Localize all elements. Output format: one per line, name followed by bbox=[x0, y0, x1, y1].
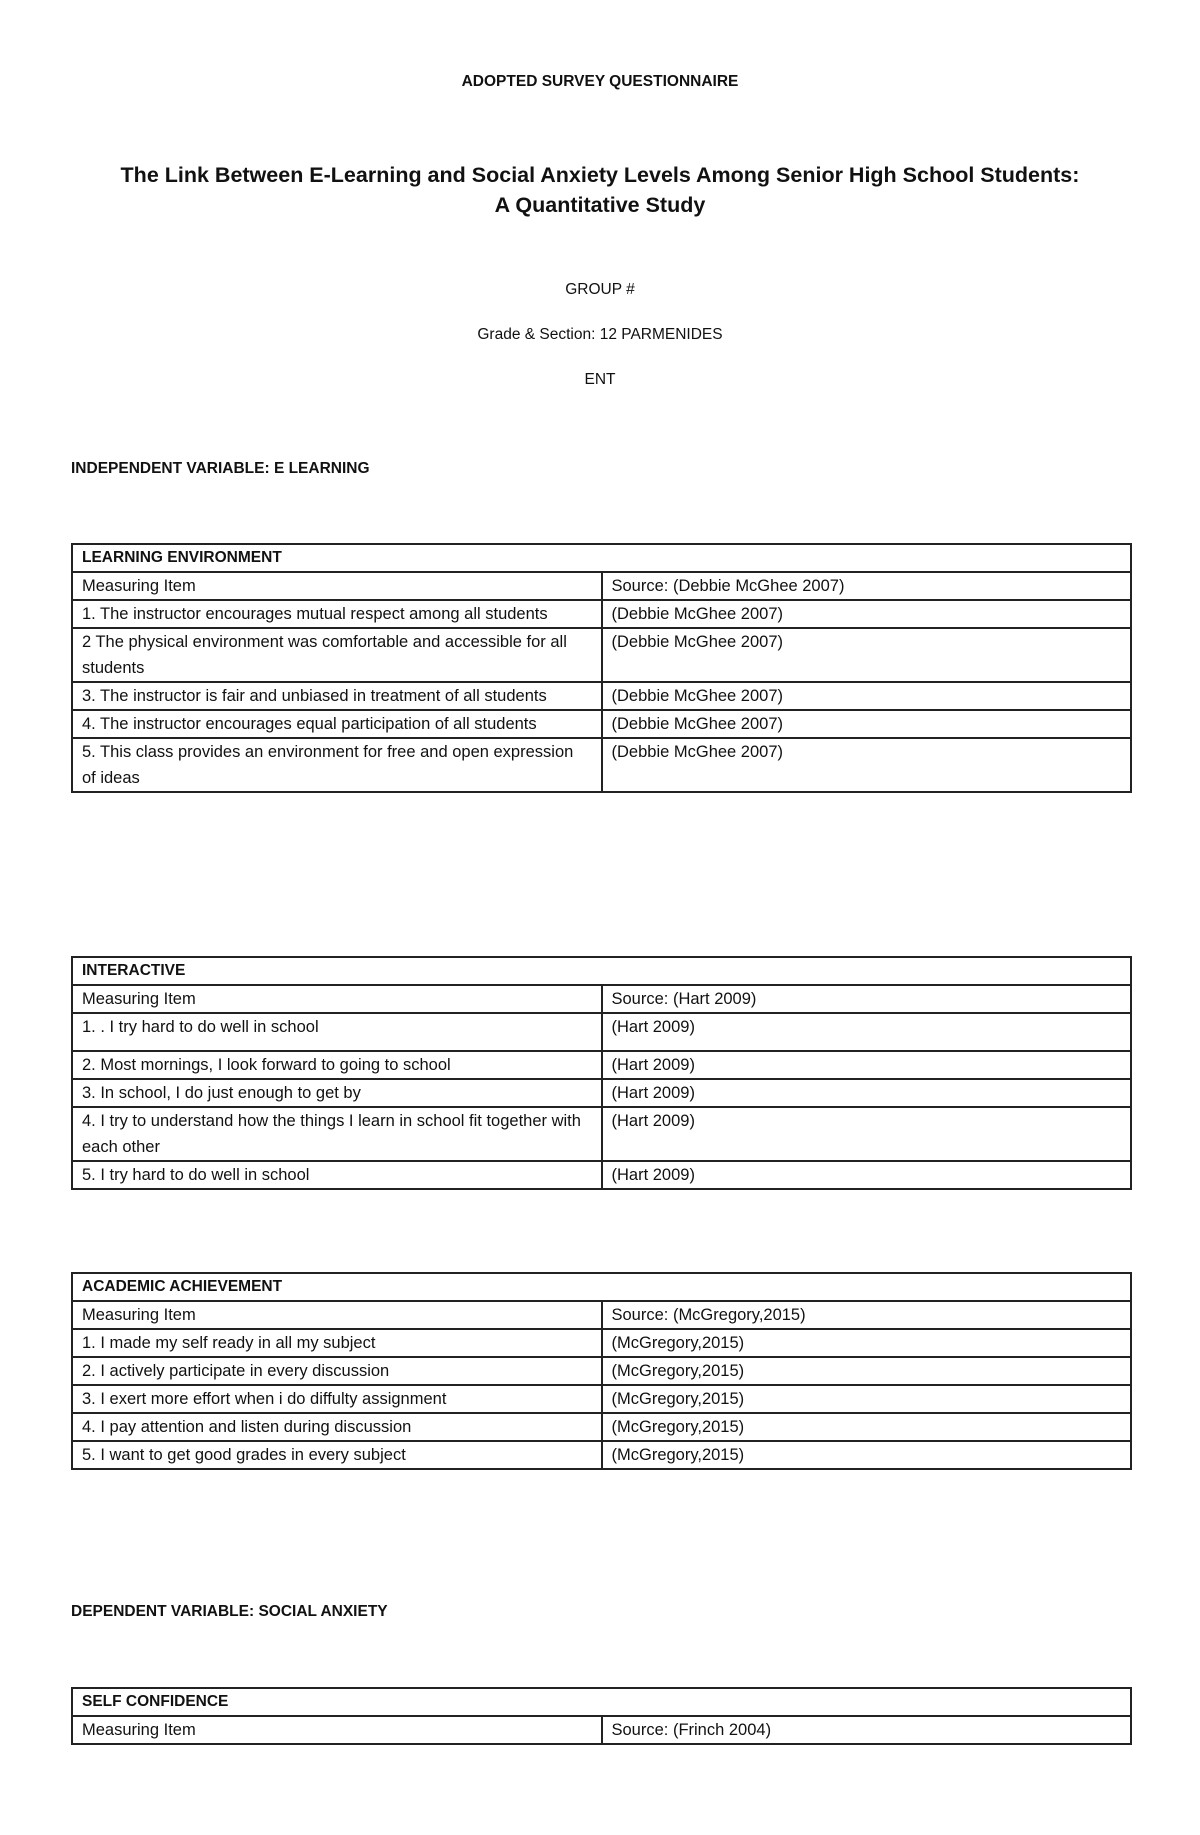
measuring-item-cell: 2. I actively participate in every discussion bbox=[72, 1357, 602, 1385]
table-title: INTERACTIVE bbox=[72, 957, 1131, 985]
document-title bbox=[0, 160, 1200, 220]
source-cell: (Hart 2009) bbox=[602, 1079, 1132, 1107]
independent-variable-label: INDEPENDENT VARIABLE: E LEARNING bbox=[71, 460, 370, 477]
document-title-line-2: A Quantitative Study bbox=[494, 193, 706, 217]
measuring-item-cell: 4. I pay attention and listen during discussion bbox=[72, 1413, 602, 1441]
table-row bbox=[72, 1051, 1131, 1079]
table-row bbox=[72, 738, 1131, 792]
table-row bbox=[72, 600, 1131, 628]
table-title: LEARNING ENVIRONMENT bbox=[72, 544, 1131, 572]
academic-achievement-table bbox=[71, 1272, 1132, 1470]
learning-environment-table bbox=[71, 543, 1132, 793]
header-source: Source: (Hart 2009) bbox=[602, 985, 1132, 1013]
table-header-row bbox=[72, 1716, 1131, 1744]
table-row bbox=[72, 1413, 1131, 1441]
table-row bbox=[72, 1013, 1131, 1051]
grade-section: Grade & Section: 12 PARMENIDES bbox=[477, 326, 723, 343]
document-heading: ADOPTED SURVEY QUESTIONNAIRE bbox=[461, 73, 739, 90]
measuring-item-cell: 2. Most mornings, I look forward to going to school bbox=[72, 1051, 602, 1079]
table-header-row bbox=[72, 1301, 1131, 1329]
measuring-item-cell: 3. In school, I do just enough to get by bbox=[72, 1079, 602, 1107]
header-source: Source: (McGregory,2015) bbox=[602, 1301, 1132, 1329]
source-cell: (Hart 2009) bbox=[602, 1107, 1132, 1161]
header-source: Source: (Debbie McGhee 2007) bbox=[602, 572, 1132, 600]
measuring-item-cell: 4. The instructor encourages equal participation of all students bbox=[72, 710, 602, 738]
header-measuring-item: Measuring Item bbox=[72, 985, 602, 1013]
table-title-row bbox=[72, 1273, 1131, 1301]
group-number: GROUP # bbox=[565, 281, 635, 298]
ent-label: ENT bbox=[584, 371, 616, 388]
dependent-variable-label: DEPENDENT VARIABLE: SOCIAL ANXIETY bbox=[71, 1603, 388, 1620]
self-confidence-table bbox=[71, 1687, 1132, 1745]
source-cell: (Hart 2009) bbox=[602, 1161, 1132, 1189]
measuring-item-cell: 2 The physical environment was comfortable and accessible for all students bbox=[72, 628, 602, 682]
table-title: ACADEMIC ACHIEVEMENT bbox=[72, 1273, 1131, 1301]
source-cell: (Debbie McGhee 2007) bbox=[602, 600, 1132, 628]
interactive-table bbox=[71, 956, 1132, 1190]
source-cell: (Debbie McGhee 2007) bbox=[602, 628, 1132, 682]
measuring-item-cell: 1. I made my self ready in all my subject bbox=[72, 1329, 602, 1357]
source-cell: (McGregory,2015) bbox=[602, 1329, 1132, 1357]
measuring-item-cell: 5. This class provides an environment for free and open expression of ideas bbox=[72, 738, 602, 792]
table-header-row bbox=[72, 572, 1131, 600]
source-cell: (McGregory,2015) bbox=[602, 1357, 1132, 1385]
source-cell: (Debbie McGhee 2007) bbox=[602, 738, 1132, 792]
source-cell: (Debbie McGhee 2007) bbox=[602, 710, 1132, 738]
table-row bbox=[72, 628, 1131, 682]
measuring-item-cell: 4. I try to understand how the things I learn in school fit together with each other bbox=[72, 1107, 602, 1161]
table-row bbox=[72, 1329, 1131, 1357]
table-row bbox=[72, 1107, 1131, 1161]
table-row bbox=[72, 682, 1131, 710]
source-cell: (McGregory,2015) bbox=[602, 1441, 1132, 1469]
source-cell: (McGregory,2015) bbox=[602, 1385, 1132, 1413]
table-row bbox=[72, 1441, 1131, 1469]
source-cell: (Hart 2009) bbox=[602, 1051, 1132, 1079]
source-cell: (McGregory,2015) bbox=[602, 1413, 1132, 1441]
table-row bbox=[72, 1079, 1131, 1107]
table-header-row bbox=[72, 985, 1131, 1013]
measuring-item-cell: 3. The instructor is fair and unbiased in treatment of all students bbox=[72, 682, 602, 710]
table-row bbox=[72, 1385, 1131, 1413]
source-cell: (Debbie McGhee 2007) bbox=[602, 682, 1132, 710]
table-row bbox=[72, 1357, 1131, 1385]
document-title-line-1: The Link Between E-Learning and Social Anxiety Levels Among Senior High School Students: bbox=[120, 163, 1080, 187]
table-title: SELF CONFIDENCE bbox=[72, 1688, 1131, 1716]
measuring-item-cell: 3. I exert more effort when i do diffulty assignment bbox=[72, 1385, 602, 1413]
table-title-row bbox=[72, 1688, 1131, 1716]
table-row bbox=[72, 710, 1131, 738]
measuring-item-cell: 5. I want to get good grades in every subject bbox=[72, 1441, 602, 1469]
measuring-item-cell: 5. I try hard to do well in school bbox=[72, 1161, 602, 1189]
header-measuring-item: Measuring Item bbox=[72, 1716, 602, 1744]
header-source: Source: (Frinch 2004) bbox=[602, 1716, 1132, 1744]
table-row bbox=[72, 1161, 1131, 1189]
source-cell: (Hart 2009) bbox=[602, 1013, 1132, 1051]
measuring-item-cell: 1. . I try hard to do well in school bbox=[72, 1013, 602, 1051]
header-measuring-item: Measuring Item bbox=[72, 1301, 602, 1329]
table-title-row bbox=[72, 544, 1131, 572]
table-title-row bbox=[72, 957, 1131, 985]
measuring-item-cell: 1. The instructor encourages mutual respect among all students bbox=[72, 600, 602, 628]
header-measuring-item: Measuring Item bbox=[72, 572, 602, 600]
